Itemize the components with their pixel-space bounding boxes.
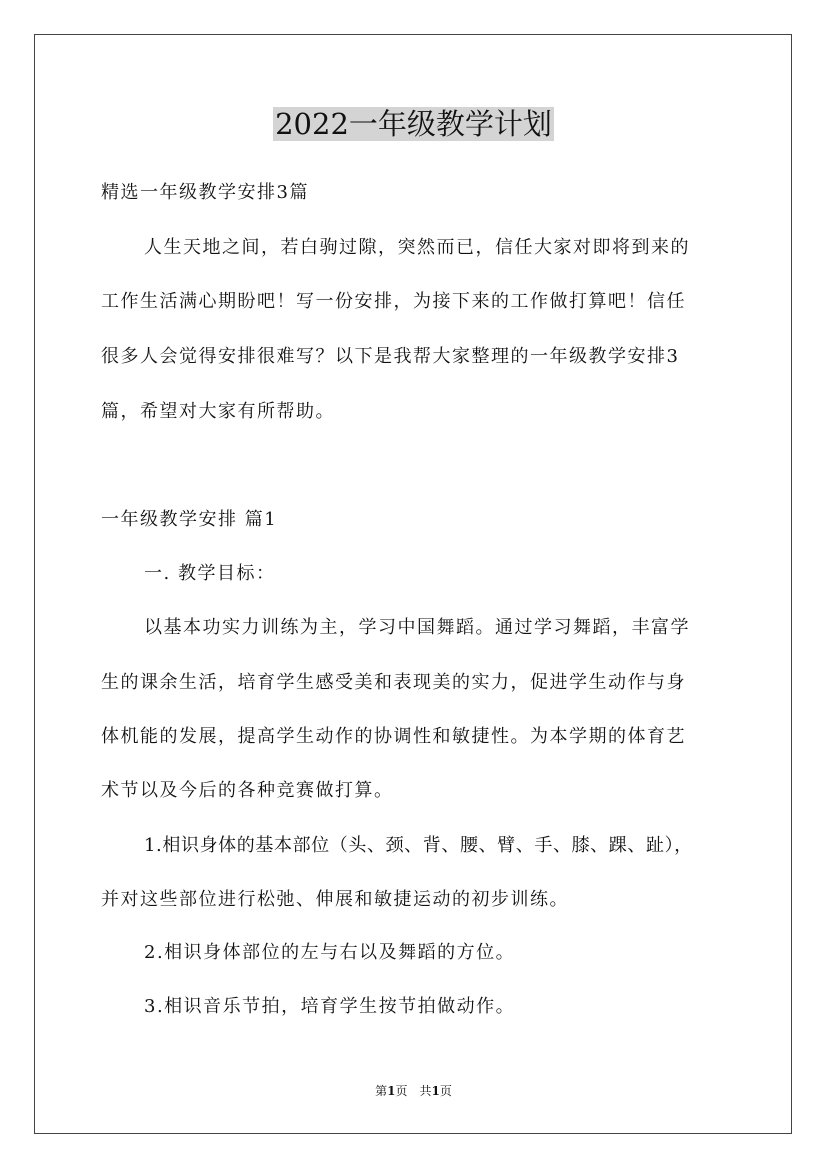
page-footer <box>0 1083 827 1099</box>
footer-prefix: 第 <box>375 1084 388 1098</box>
document-title <box>0 104 827 144</box>
section-heading: 一年级教学安排 篇1 <box>101 509 278 530</box>
objective-line-4: 术节以及今后的各种竞赛做打算。 <box>101 780 394 801</box>
title-text: 2022一年级教学计划 <box>275 107 552 141</box>
intro-line-4: 篇，希望对大家有所帮助。 <box>101 401 335 422</box>
footer-mid: 页 共 <box>395 1084 432 1098</box>
item3: 3.相识音乐节拍，培育学生按节拍做动作。 <box>144 996 516 1017</box>
objective-heading: 一. 教学目标： <box>144 563 276 584</box>
objective-line-1: 以基本功实力训练为主，学习中国舞蹈。通过学习舞蹈，丰富学 <box>144 617 690 638</box>
subtitle: 精选一年级教学安排3篇 <box>101 182 309 203</box>
item2: 2.相识身体部位的左与右以及舞蹈的方位。 <box>144 942 516 963</box>
objective-line-3: 体机能的发展，提高学生动作的协调性和敏捷性。为本学期的体育艺 <box>101 726 686 747</box>
objective-line-2: 生的课余生活，培育学生感受美和表现美的实力，促进学生动作与身 <box>101 672 686 693</box>
intro-line-1: 人生天地之间，若白驹过隙，突然而已，信任大家对即将到来的 <box>144 237 690 258</box>
footer-suffix: 页 <box>439 1084 452 1098</box>
intro-line-2: 工作生活满心期盼吧！写一份安排，为接下来的工作做打算吧！信任 <box>101 291 686 312</box>
footer-page-number: 1 <box>387 1084 396 1098</box>
item1-line-2: 并对这些部位进行松弛、伸展和敏捷运动的初步训练。 <box>101 889 569 910</box>
footer-page-total: 1 <box>431 1084 440 1098</box>
item1-line-1: 1.相识身体的基本部位（头、颈、背、腰、臂、手、膝、踝、趾）， <box>144 835 693 856</box>
intro-line-3: 很多人会觉得安排很难写？以下是我帮大家整理的一年级教学安排3 <box>101 346 680 367</box>
